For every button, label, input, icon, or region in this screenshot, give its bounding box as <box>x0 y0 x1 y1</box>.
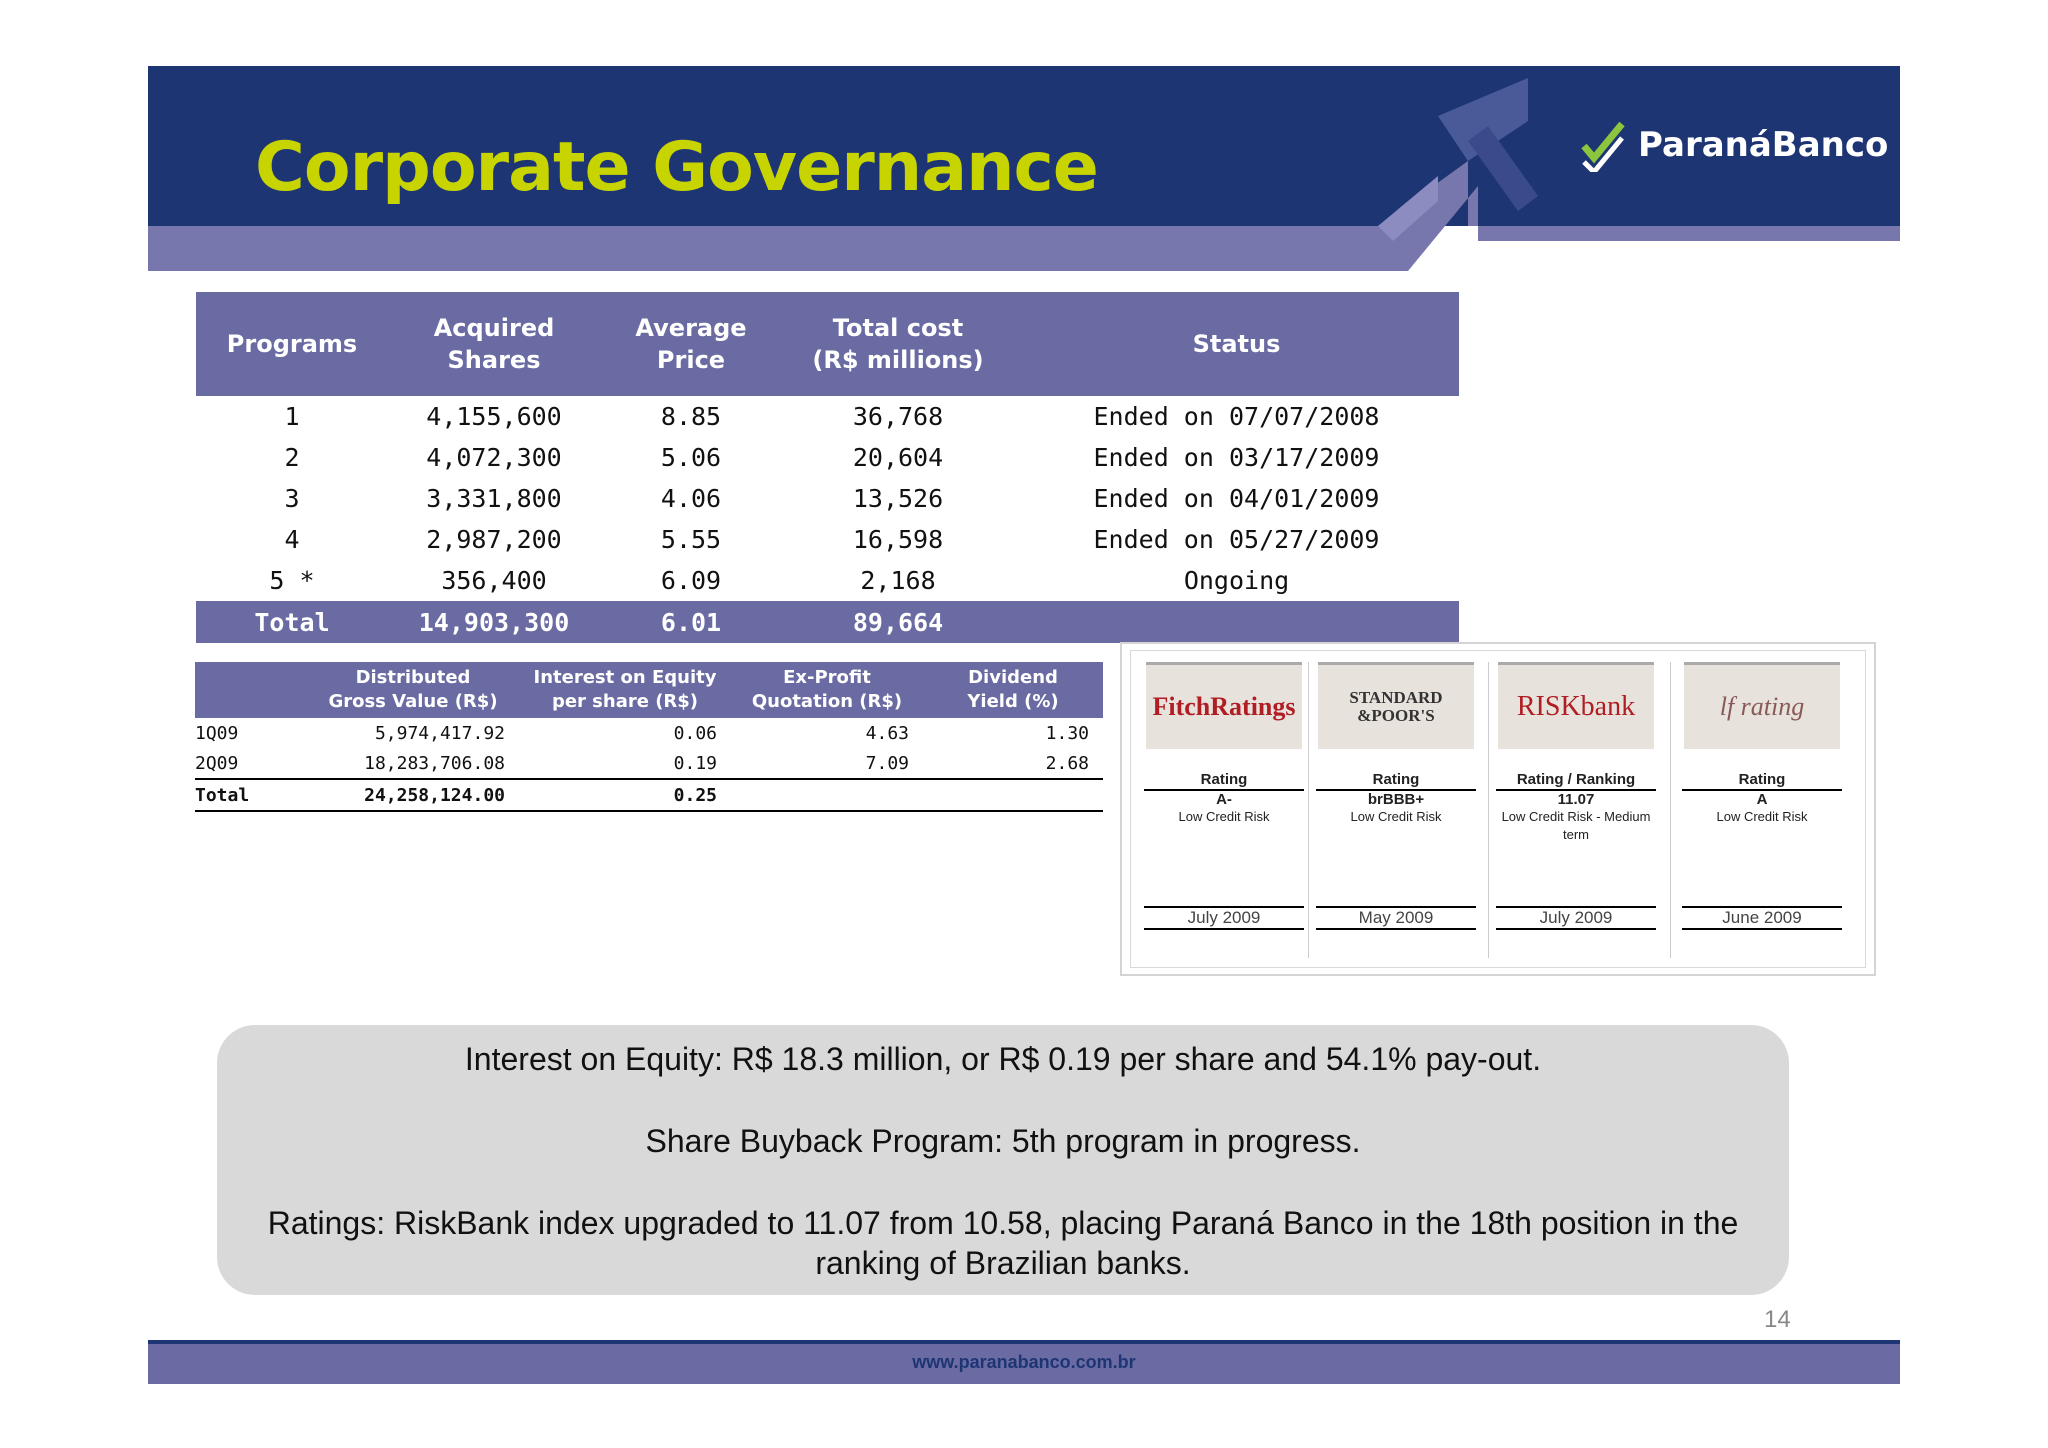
table-row <box>196 396 1459 437</box>
cell: 4,155,600 <box>426 402 562 431</box>
cell: 13,526 <box>852 484 944 513</box>
cell <box>731 779 923 811</box>
cell: 0.06 <box>673 722 717 744</box>
cell: 4 <box>284 525 300 554</box>
table-row <box>196 519 1459 560</box>
summary-box <box>217 1025 1789 1295</box>
cell: 2Q09 <box>195 752 239 774</box>
cell: Ended on 03/17/2009 <box>1093 443 1380 472</box>
credit-ratings-panel <box>1120 642 1876 976</box>
cell: Total <box>196 601 388 643</box>
brand-logo <box>1580 118 1888 172</box>
rating-card-fitch <box>1144 662 1304 952</box>
rating-value: 11.07 <box>1557 791 1595 808</box>
lf-rating-logo: lf rating <box>1684 662 1840 749</box>
page-title: Corporate Governance <box>255 128 1098 207</box>
cell: Ended on 07/07/2008 <box>1093 402 1380 431</box>
cell: 7.09 <box>865 752 909 774</box>
footer-bar <box>148 1340 1900 1384</box>
cell: 2.68 <box>1045 752 1089 774</box>
cell: 8.85 <box>660 402 722 431</box>
table-row <box>195 718 1103 748</box>
sp-logo: STANDARD &POOR'S <box>1318 662 1474 749</box>
cell: 3 <box>284 484 300 513</box>
cell: 1 <box>284 402 300 431</box>
col-header-ex-profit-quotation: Ex-Profit Quotation (R$) <box>731 662 923 718</box>
col-header-interest-per-share: Interest on Equity per share (R$) <box>519 662 731 718</box>
cell: 5,974,417.92 <box>374 722 505 744</box>
buyback-programs-table <box>196 292 1459 643</box>
cell: 36,768 <box>852 402 944 431</box>
fitch-logo: FitchRatings <box>1146 662 1302 749</box>
cell <box>1014 601 1459 643</box>
cell: 0.25 <box>519 779 731 811</box>
divider <box>1670 662 1671 958</box>
rating-date: June 2009 <box>1682 906 1842 930</box>
cell: 20,604 <box>852 443 944 472</box>
rating-header: Rating / Ranking <box>1496 771 1656 791</box>
brand-name: ParanáBanco <box>1638 125 1889 165</box>
cell: 4.06 <box>660 484 722 513</box>
interest-on-equity-table <box>195 662 1103 812</box>
cell: 89,664 <box>782 601 1014 643</box>
cell: 0.19 <box>673 752 717 774</box>
riskbank-logo: RISKbank <box>1498 662 1654 749</box>
cell: 5.55 <box>660 525 722 554</box>
cell: 6.09 <box>660 566 722 595</box>
footer-url: www.paranabanco.com.br <box>912 1352 1136 1372</box>
col-header-total-cost: Total cost (R$ millions) <box>782 292 1014 396</box>
cell: 2 <box>284 443 300 472</box>
cell: 3,331,800 <box>426 484 562 513</box>
brand-check-icon <box>1580 118 1626 172</box>
table-row <box>196 560 1459 601</box>
divider <box>1308 662 1309 958</box>
col-header-average-price: Average Price <box>600 292 782 396</box>
summary-interest-on-equity: Interest on Equity: R$ 18.3 million, or R$ 0.19 per share and 54.1% pay-out. <box>464 1041 1542 1077</box>
rating-value: A- <box>1216 791 1232 808</box>
rating-header: Rating <box>1316 771 1476 791</box>
rating-date: July 2009 <box>1144 906 1304 930</box>
rating-card-riskbank <box>1496 662 1656 952</box>
table-row <box>195 748 1103 779</box>
rating-header: Rating <box>1144 771 1304 791</box>
table-total-row <box>195 779 1103 811</box>
col-header-programs: Programs <box>196 292 388 396</box>
cell: Total <box>195 779 307 811</box>
cell: 14,903,300 <box>388 601 600 643</box>
table-row <box>196 437 1459 478</box>
cell: 4.63 <box>865 722 909 744</box>
col-header-acquired-shares: Acquired Shares <box>388 292 600 396</box>
rating-card-lf-rating <box>1682 662 1842 952</box>
cell: 18,283,706.08 <box>364 752 505 774</box>
rating-value: A <box>1756 791 1768 808</box>
col-header-dividend-yield: Dividend Yield (%) <box>923 662 1103 718</box>
table-total-row <box>196 601 1459 643</box>
cell: 5 * <box>269 566 315 595</box>
cell <box>923 779 1103 811</box>
rating-header: Rating <box>1682 771 1842 791</box>
cell: 2,168 <box>860 566 936 595</box>
cell: 1Q09 <box>195 722 239 744</box>
cell: Ongoing <box>1183 566 1290 595</box>
rating-date: July 2009 <box>1496 906 1656 930</box>
cell: 1.30 <box>1045 722 1089 744</box>
cell: 24,258,124.00 <box>307 779 519 811</box>
col-header-status: Status <box>1014 292 1459 396</box>
rating-card-sp <box>1316 662 1476 952</box>
cell: 356,400 <box>441 566 547 595</box>
col-header-period <box>195 662 307 718</box>
summary-ratings: Ratings: RiskBank index upgraded to 11.07 from 10.58, placing Paraná Banco in the 18th position in the ranking of Brazilian banks. <box>267 1205 1739 1281</box>
cell: 2,987,200 <box>426 525 562 554</box>
table-row <box>196 478 1459 519</box>
divider <box>1488 662 1489 958</box>
rating-description: Low Credit Risk <box>1178 809 1270 824</box>
cell: Ended on 05/27/2009 <box>1093 525 1380 554</box>
col-header-distributed-gross-value: Distributed Gross Value (R$) <box>307 662 519 718</box>
rating-description: Low Credit Risk - Medium term <box>1501 809 1651 842</box>
cell: 6.01 <box>600 601 782 643</box>
rating-description: Low Credit Risk <box>1716 809 1808 824</box>
summary-share-buyback: Share Buyback Program: 5th program in progress. <box>645 1123 1361 1159</box>
rating-value: brBBB+ <box>1367 791 1425 808</box>
cell: 5.06 <box>660 443 722 472</box>
cell: Ended on 04/01/2009 <box>1093 484 1380 513</box>
cell: 4,072,300 <box>426 443 562 472</box>
page-number: 14 <box>1764 1306 1791 1333</box>
cell: 16,598 <box>852 525 944 554</box>
rating-description: Low Credit Risk <box>1350 809 1442 824</box>
rating-date: May 2009 <box>1316 906 1476 930</box>
